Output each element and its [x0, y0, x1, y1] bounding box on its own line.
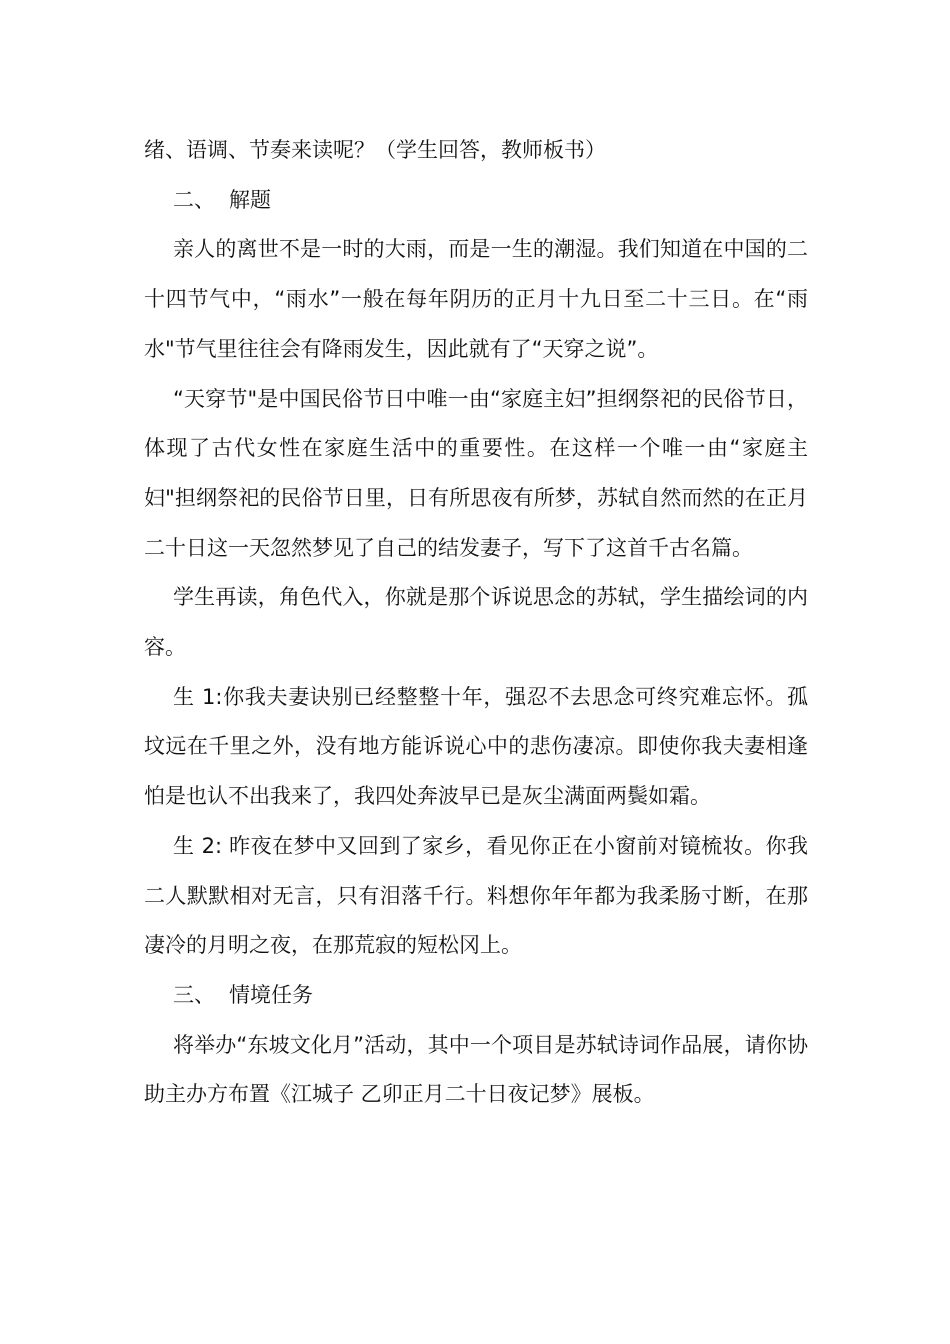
- section-heading-jieti: [144, 176, 808, 226]
- paragraph-yushui: 亲人的离世不是一时的大雨，而是一生的潮湿。我们知道在中国的二十四节气中，“雨水”一般在每年阴历的正月十九日至二十三日。在“雨水"节气里往往会有降雨发生，因此就有了“天穿之说”。: [144, 237, 808, 361]
- section-number: 三、: [173, 982, 215, 1007]
- section-title: 情境任务: [229, 982, 313, 1007]
- document-page: [144, 126, 808, 1120]
- section-number: 二、: [173, 187, 215, 212]
- paragraph-student-1: 生 1:你我夫妻诀别已经整整十年，强忍不去思念可终究难忘怀。孤坟远在千里之外，没有地方能诉说心中的悲伤凄凉。即使你我夫妻相逢怕是也认不出我来了，我四处奔波早已是灰尘满面两鬓如霜。: [144, 684, 808, 809]
- paragraph-student-reread: 学生再读，角色代入，你就是那个诉说思念的苏轼，学生描绘词的内容。: [144, 585, 808, 660]
- section-heading-qingjing: [144, 971, 808, 1021]
- paragraph-task: 将举办“东坡文化月”活动，其中一个项目是苏轼诗词作品展，请你协助主办方布置《江城子 乙卯正月二十日夜记梦》展板。: [144, 1032, 808, 1107]
- paragraph-student-2: 生 2: 昨夜在梦中又回到了家乡，看见你正在小窗前对镜梳妆。你我二人默默相对无言，只有泪落千行。料想你年年都为我柔肠寸断，在那凄冷的月明之夜，在那荒寂的短松冈上。: [144, 833, 808, 958]
- section-title: 解题: [229, 187, 271, 212]
- paragraph-tianchuanjie: “天穿节"是中国民俗节日中唯一由“家庭主妇”担纲祭祀的民俗节日，体现了古代女性在家庭生活中的重要性。在这样一个唯一由“家庭主妇"担纲祭祀的民俗节日里，日有所思夜有所梦，苏轼自然而然的在正月二十日这一天忽然梦见了自己的结发妻子，写下了这首千古名篇。: [144, 386, 808, 560]
- paragraph-continuation: 绪、语调、节奏来读呢？（学生回答，教师板书）: [144, 138, 606, 162]
